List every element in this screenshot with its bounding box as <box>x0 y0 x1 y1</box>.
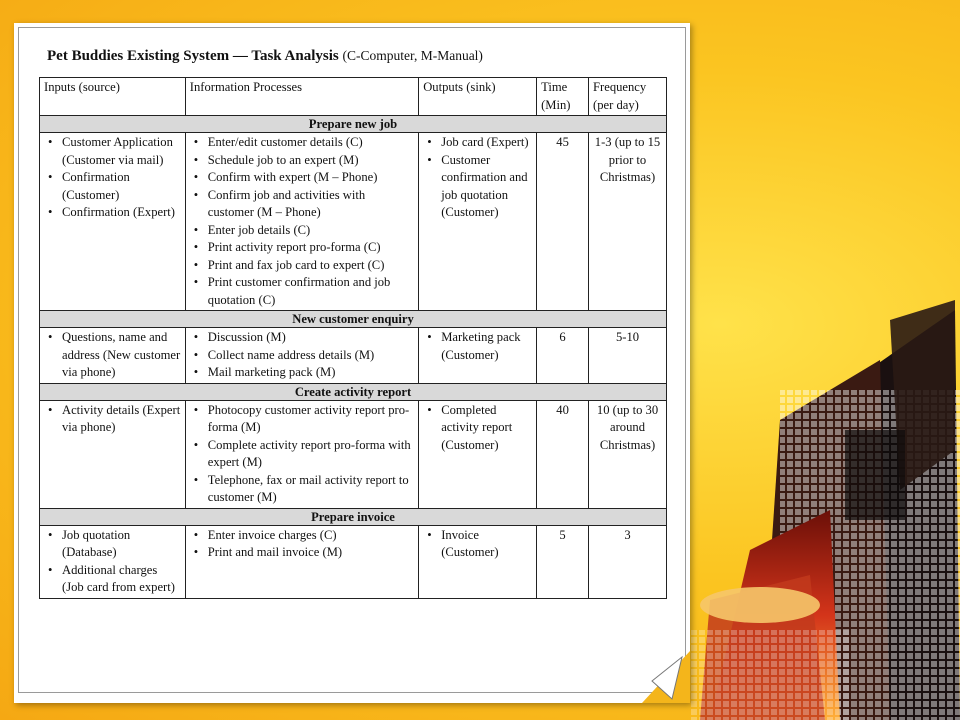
outputs-cell <box>419 133 537 311</box>
section-header-row <box>40 311 667 328</box>
outputs-cell-list <box>423 134 532 222</box>
header-row <box>40 78 667 116</box>
outputs-cell-list <box>423 329 532 364</box>
list-item: • Invoice (Customer) <box>423 527 532 562</box>
table-row <box>40 400 667 508</box>
time-cell: 45 <box>537 133 589 311</box>
section-title: Prepare invoice <box>40 508 667 525</box>
list-item: • Marketing pack (Customer) <box>423 329 532 364</box>
inputs-cell <box>40 328 186 384</box>
processes-cell-list <box>190 329 414 382</box>
header-time: Time (Min) <box>537 78 589 116</box>
outputs-cell-list <box>423 527 532 562</box>
table-body <box>40 116 667 599</box>
list-item: • Enter job details (C) <box>190 222 414 240</box>
inputs-cell-list <box>44 527 181 597</box>
processes-cell <box>185 525 418 598</box>
processes-cell <box>185 400 418 508</box>
list-item: • Discussion (M) <box>190 329 414 347</box>
processes-cell-list <box>190 134 414 309</box>
list-item: • Collect name address details (M) <box>190 347 414 365</box>
outputs-cell <box>419 525 537 598</box>
inputs-cell <box>40 525 186 598</box>
list-item: • Complete activity report pro-forma with expert (M) <box>190 437 414 472</box>
time-cell: 6 <box>537 328 589 384</box>
list-item: • Job quotation (Database) <box>44 527 181 562</box>
frequency-cell: 10 (up to 30 around Christmas) <box>589 400 667 508</box>
section-title: New customer enquiry <box>40 311 667 328</box>
time-cell: 5 <box>537 525 589 598</box>
processes-cell <box>185 328 418 384</box>
outputs-cell-list <box>423 402 532 455</box>
inputs-cell-list <box>44 402 181 437</box>
list-item: • Job card (Expert) <box>423 134 532 152</box>
outputs-cell <box>419 328 537 384</box>
list-item: • Mail marketing pack (M) <box>190 364 414 382</box>
document-page <box>14 23 690 703</box>
title-main: Pet Buddies Existing System — Task Analysis <box>47 48 339 64</box>
section-header-row <box>40 508 667 525</box>
outputs-cell <box>419 400 537 508</box>
page-curl-corner <box>642 651 690 703</box>
list-item: • Schedule job to an expert (M) <box>190 152 414 170</box>
document-title <box>47 48 483 65</box>
list-item: • Confirm job and activities with customer (M – Phone) <box>190 187 414 222</box>
list-item: • Print activity report pro-forma (C) <box>190 239 414 257</box>
inputs-cell <box>40 400 186 508</box>
list-item: • Confirmation (Expert) <box>44 204 181 222</box>
header-frequency: Frequency (per day) <box>589 78 667 116</box>
time-cell: 40 <box>537 400 589 508</box>
list-item: • Confirm with expert (M – Phone) <box>190 169 414 187</box>
processes-cell-list <box>190 527 414 562</box>
header-outputs: Outputs (sink) <box>419 78 537 116</box>
frequency-cell: 5-10 <box>589 328 667 384</box>
list-item: • Photocopy customer activity report pro-forma (M) <box>190 402 414 437</box>
header-processes: Information Processes <box>185 78 418 116</box>
list-item: • Completed activity report (Customer) <box>423 402 532 455</box>
table-row <box>40 525 667 598</box>
section-header-row <box>40 116 667 133</box>
section-title: Create activity report <box>40 383 667 400</box>
frequency-cell: 3 <box>589 525 667 598</box>
processes-cell <box>185 133 418 311</box>
list-item: • Enter invoice charges (C) <box>190 527 414 545</box>
table-row <box>40 328 667 384</box>
list-item: • Customer confirmation and job quotation (Customer) <box>423 152 532 222</box>
inputs-cell-list <box>44 329 181 382</box>
list-item: • Activity details (Expert via phone) <box>44 402 181 437</box>
processes-cell-list <box>190 402 414 507</box>
inputs-cell <box>40 133 186 311</box>
list-item: • Questions, name and address (New customer via phone) <box>44 329 181 382</box>
title-legend: (C-Computer, M-Manual) <box>342 48 483 63</box>
list-item: • Customer Application (Customer via mail) <box>44 134 181 169</box>
list-item: • Print and mail invoice (M) <box>190 544 414 562</box>
header-inputs: Inputs (source) <box>40 78 186 116</box>
list-item: • Confirmation (Customer) <box>44 169 181 204</box>
task-analysis-table <box>39 77 667 599</box>
list-item: • Telephone, fax or mail activity report to customer (M) <box>190 472 414 507</box>
decorative-building-graphic <box>690 300 960 720</box>
list-item: • Print customer confirmation and job quotation (C) <box>190 274 414 309</box>
frequency-cell: 1-3 (up to 15 prior to Christmas) <box>589 133 667 311</box>
inputs-cell-list <box>44 134 181 222</box>
list-item: • Additional charges (Job card from expert) <box>44 562 181 597</box>
section-header-row <box>40 383 667 400</box>
table-row <box>40 133 667 311</box>
section-title: Prepare new job <box>40 116 667 133</box>
list-item: • Enter/edit customer details (C) <box>190 134 414 152</box>
list-item: • Print and fax job card to expert (C) <box>190 257 414 275</box>
